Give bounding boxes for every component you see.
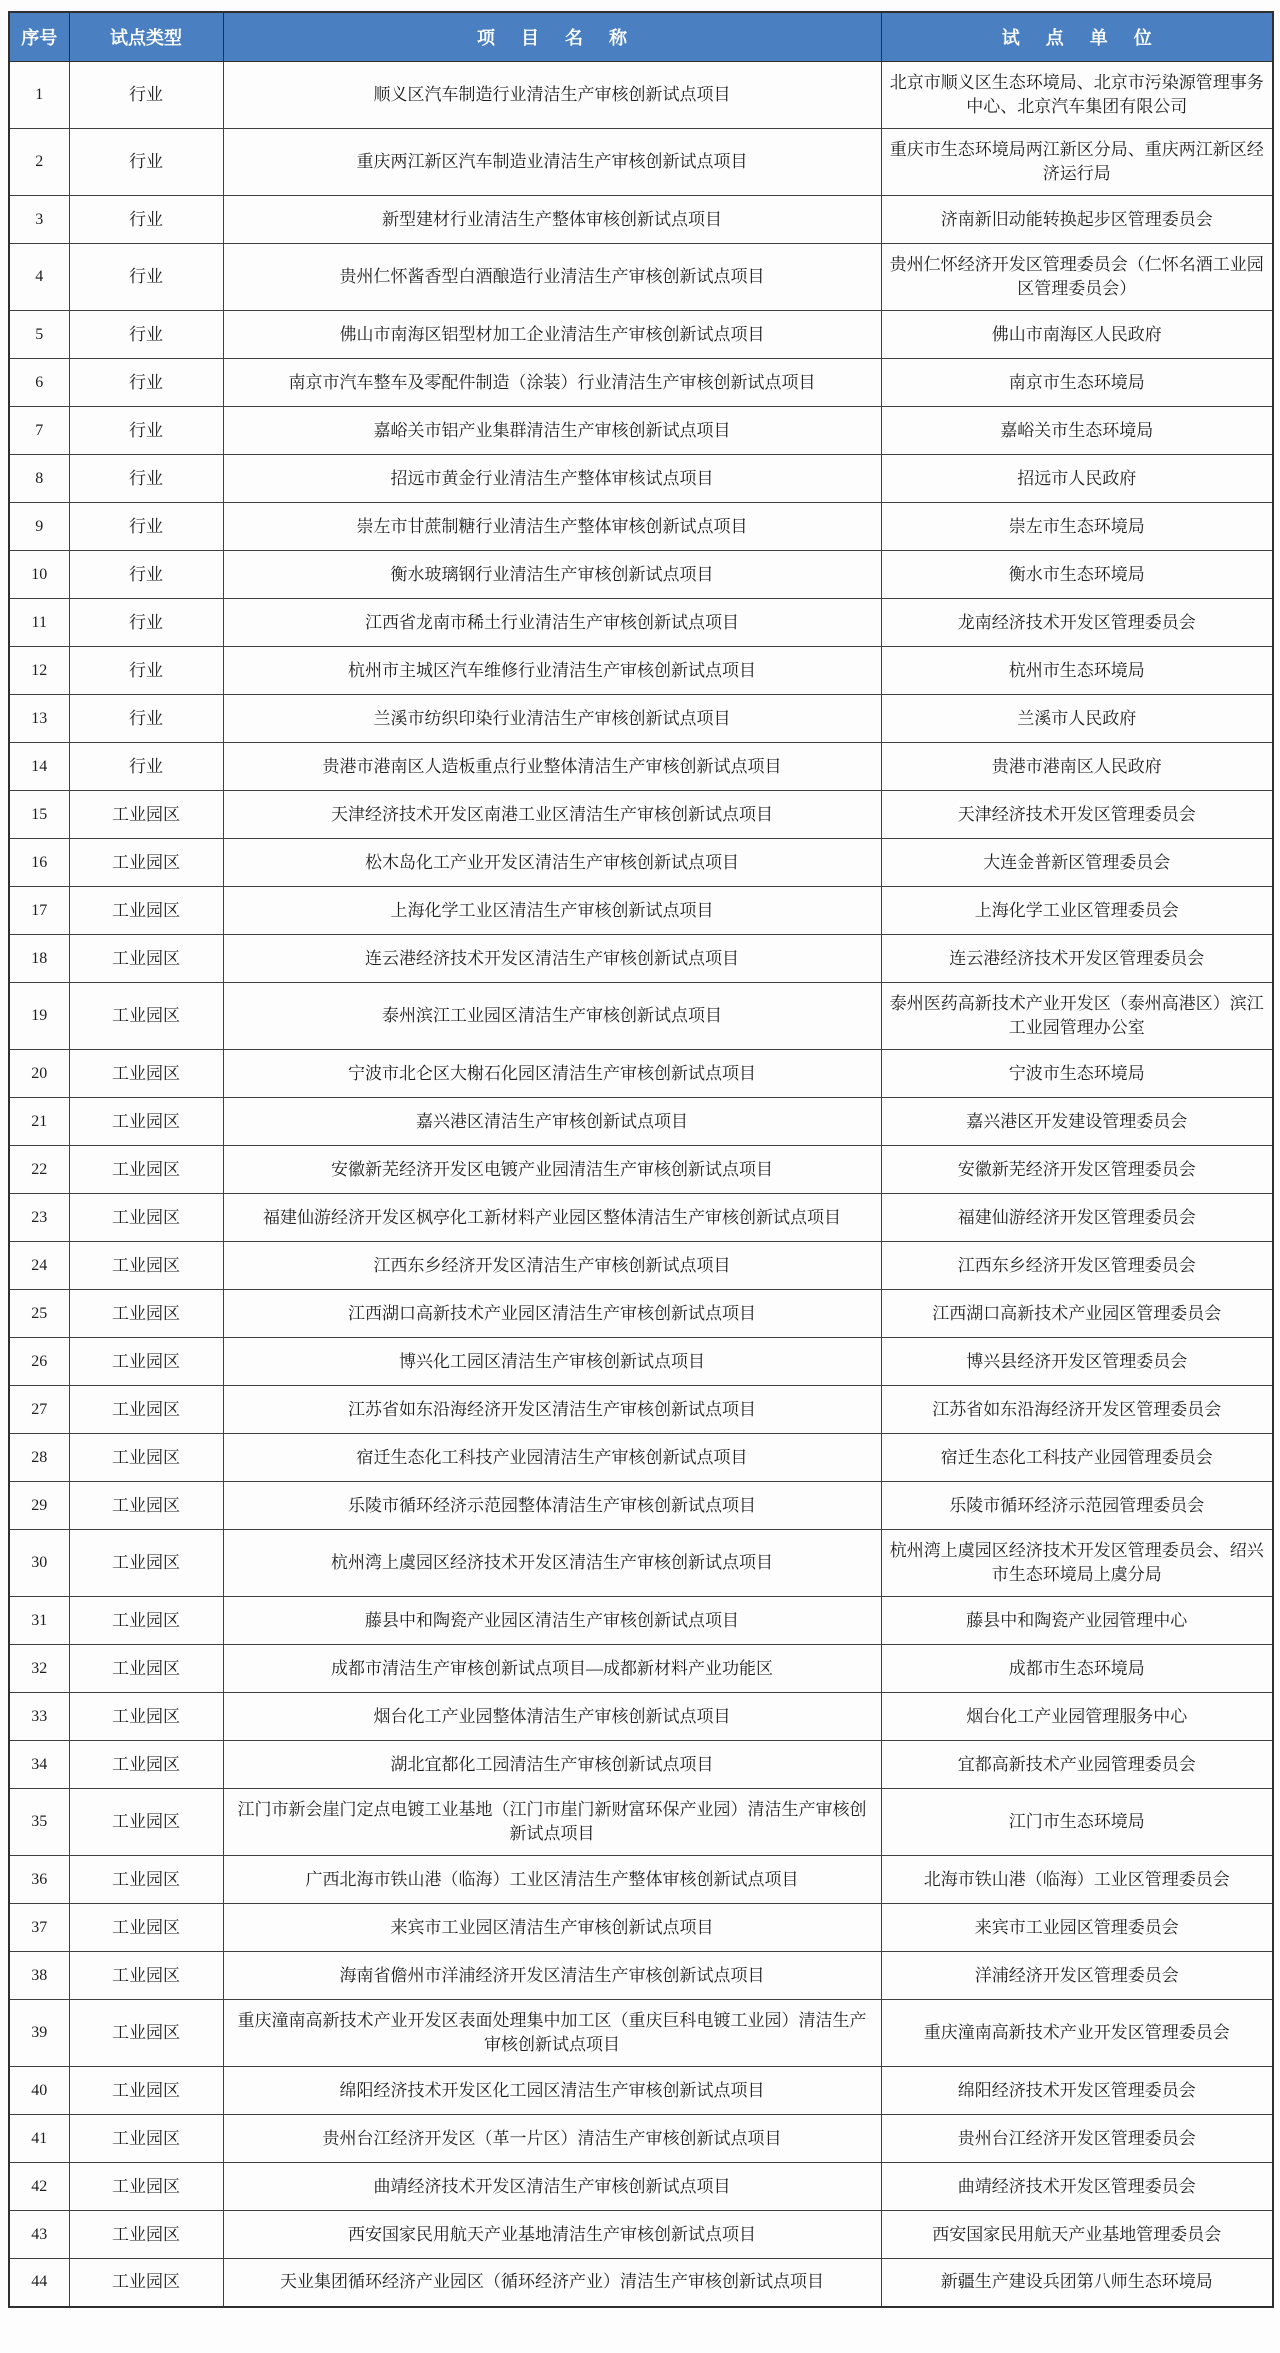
row-project-name-cell: 衡水玻璃钢行业清洁生产审核创新试点项目: [223, 551, 881, 599]
row-pilot-unit-cell: 重庆市生态环境局两江新区分局、重庆两江新区经济运行局: [881, 129, 1273, 196]
row-project-name-cell: 江苏省如东沿海经济开发区清洁生产审核创新试点项目: [223, 1386, 881, 1434]
row-project-name-cell: 绵阳经济技术开发区化工园区清洁生产审核创新试点项目: [223, 2067, 881, 2115]
row-pilot-type-cell: 工业园区: [69, 1530, 223, 1597]
table-row: [9, 129, 1273, 196]
row-pilot-unit-cell: 绵阳经济技术开发区管理委员会: [881, 2067, 1273, 2115]
row-pilot-unit-cell: 贵港市港南区人民政府: [881, 743, 1273, 791]
row-project-name-cell: 贵州台江经济开发区（革一片区）清洁生产审核创新试点项目: [223, 2115, 881, 2163]
row-pilot-unit-cell: 乐陵市循环经济示范园管理委员会: [881, 1482, 1273, 1530]
row-index-cell: 17: [9, 887, 69, 935]
row-pilot-type-cell: 行业: [69, 311, 223, 359]
table-row: [9, 1146, 1273, 1194]
row-index-cell: 5: [9, 311, 69, 359]
table-row: [9, 887, 1273, 935]
row-pilot-type-cell: 行业: [69, 244, 223, 311]
row-pilot-type-cell: 工业园区: [69, 983, 223, 1050]
row-index-cell: 36: [9, 1856, 69, 1904]
row-project-name-cell: 海南省儋州市洋浦经济开发区清洁生产审核创新试点项目: [223, 1952, 881, 2000]
row-pilot-type-cell: 工业园区: [69, 1098, 223, 1146]
row-pilot-type-cell: 工业园区: [69, 1693, 223, 1741]
row-pilot-type-cell: 行业: [69, 455, 223, 503]
row-project-name-cell: 兰溪市纺织印染行业清洁生产审核创新试点项目: [223, 695, 881, 743]
row-project-name-cell: 曲靖经济技术开发区清洁生产审核创新试点项目: [223, 2163, 881, 2211]
table-row: [9, 2115, 1273, 2163]
row-pilot-unit-cell: 北海市铁山港（临海）工业区管理委员会: [881, 1856, 1273, 1904]
row-index-cell: 3: [9, 196, 69, 244]
table-row: [9, 1530, 1273, 1597]
row-index-cell: 44: [9, 2259, 69, 2307]
table-row: [9, 2163, 1273, 2211]
table-row: [9, 1482, 1273, 1530]
row-project-name-cell: 贵港市港南区人造板重点行业整体清洁生产审核创新试点项目: [223, 743, 881, 791]
row-pilot-type-cell: 工业园区: [69, 935, 223, 983]
row-index-cell: 9: [9, 503, 69, 551]
row-pilot-type-cell: 工业园区: [69, 1386, 223, 1434]
row-pilot-unit-cell: 兰溪市人民政府: [881, 695, 1273, 743]
row-pilot-unit-cell: 贵州台江经济开发区管理委员会: [881, 2115, 1273, 2163]
row-pilot-type-cell: 工业园区: [69, 791, 223, 839]
row-pilot-type-cell: 行业: [69, 62, 223, 129]
row-project-name-cell: 连云港经济技术开发区清洁生产审核创新试点项目: [223, 935, 881, 983]
row-index-cell: 38: [9, 1952, 69, 2000]
table-row: [9, 311, 1273, 359]
table-row: [9, 743, 1273, 791]
row-pilot-unit-cell: 藤县中和陶瓷产业园管理中心: [881, 1597, 1273, 1645]
table-row: [9, 62, 1273, 129]
row-index-cell: 37: [9, 1904, 69, 1952]
row-pilot-unit-cell: 贵州仁怀经济开发区管理委员会（仁怀名酒工业园区管理委员会）: [881, 244, 1273, 311]
row-index-cell: 12: [9, 647, 69, 695]
row-project-name-cell: 江西东乡经济开发区清洁生产审核创新试点项目: [223, 1242, 881, 1290]
table-row: [9, 1050, 1273, 1098]
row-project-name-cell: 博兴化工园区清洁生产审核创新试点项目: [223, 1338, 881, 1386]
row-pilot-type-cell: 工业园区: [69, 1952, 223, 2000]
table-header-row: [9, 12, 1273, 62]
row-pilot-unit-cell: 衡水市生态环境局: [881, 551, 1273, 599]
row-index-cell: 29: [9, 1482, 69, 1530]
table-row: [9, 196, 1273, 244]
row-project-name-cell: 天业集团循环经济产业园区（循环经济产业）清洁生产审核创新试点项目: [223, 2259, 881, 2307]
row-pilot-unit-cell: 泰州医药高新技术产业开发区（泰州高港区）滨江工业园管理办公室: [881, 983, 1273, 1050]
row-pilot-type-cell: 行业: [69, 599, 223, 647]
row-index-cell: 18: [9, 935, 69, 983]
row-pilot-unit-cell: 嘉兴港区开发建设管理委员会: [881, 1098, 1273, 1146]
row-project-name-cell: 西安国家民用航天产业基地清洁生产审核创新试点项目: [223, 2211, 881, 2259]
row-pilot-type-cell: 行业: [69, 647, 223, 695]
row-project-name-cell: 烟台化工产业园整体清洁生产审核创新试点项目: [223, 1693, 881, 1741]
column-header-pilot-type: 试点类型: [69, 12, 223, 62]
row-project-name-cell: 泰州滨江工业园区清洁生产审核创新试点项目: [223, 983, 881, 1050]
row-pilot-unit-cell: 江西湖口高新技术产业园区管理委员会: [881, 1290, 1273, 1338]
row-pilot-type-cell: 工业园区: [69, 1050, 223, 1098]
row-pilot-unit-cell: 佛山市南海区人民政府: [881, 311, 1273, 359]
table-row: [9, 503, 1273, 551]
row-index-cell: 13: [9, 695, 69, 743]
row-index-cell: 22: [9, 1146, 69, 1194]
row-project-name-cell: 江西省龙南市稀土行业清洁生产审核创新试点项目: [223, 599, 881, 647]
table-row: [9, 1242, 1273, 1290]
row-index-cell: 16: [9, 839, 69, 887]
row-project-name-cell: 顺义区汽车制造行业清洁生产审核创新试点项目: [223, 62, 881, 129]
row-pilot-unit-cell: 天津经济技术开发区管理委员会: [881, 791, 1273, 839]
row-index-cell: 43: [9, 2211, 69, 2259]
row-pilot-type-cell: 工业园区: [69, 2211, 223, 2259]
row-pilot-type-cell: 工业园区: [69, 1645, 223, 1693]
table-row: [9, 1693, 1273, 1741]
table-row: [9, 1290, 1273, 1338]
table-body: [9, 62, 1273, 2307]
row-index-cell: 32: [9, 1645, 69, 1693]
table-row: [9, 791, 1273, 839]
row-pilot-type-cell: 工业园区: [69, 1290, 223, 1338]
row-pilot-type-cell: 工业园区: [69, 1194, 223, 1242]
row-pilot-type-cell: 工业园区: [69, 1146, 223, 1194]
row-index-cell: 30: [9, 1530, 69, 1597]
table-row: [9, 2067, 1273, 2115]
row-index-cell: 1: [9, 62, 69, 129]
row-pilot-unit-cell: 宿迁生态化工科技产业园管理委员会: [881, 1434, 1273, 1482]
row-project-name-cell: 广西北海市铁山港（临海）工业区清洁生产整体审核创新试点项目: [223, 1856, 881, 1904]
row-pilot-type-cell: 行业: [69, 407, 223, 455]
row-index-cell: 6: [9, 359, 69, 407]
row-index-cell: 27: [9, 1386, 69, 1434]
row-index-cell: 26: [9, 1338, 69, 1386]
row-project-name-cell: 松木岛化工产业开发区清洁生产审核创新试点项目: [223, 839, 881, 887]
row-pilot-unit-cell: 江门市生态环境局: [881, 1789, 1273, 1856]
row-pilot-unit-cell: 曲靖经济技术开发区管理委员会: [881, 2163, 1273, 2211]
row-pilot-unit-cell: 烟台化工产业园管理服务中心: [881, 1693, 1273, 1741]
row-pilot-type-cell: 工业园区: [69, 1338, 223, 1386]
row-project-name-cell: 湖北宜都化工园清洁生产审核创新试点项目: [223, 1741, 881, 1789]
row-pilot-type-cell: 行业: [69, 503, 223, 551]
row-pilot-unit-cell: 洋浦经济开发区管理委员会: [881, 1952, 1273, 2000]
row-pilot-type-cell: 行业: [69, 695, 223, 743]
row-project-name-cell: 嘉兴港区清洁生产审核创新试点项目: [223, 1098, 881, 1146]
table-row: [9, 2211, 1273, 2259]
row-index-cell: 8: [9, 455, 69, 503]
row-pilot-unit-cell: 大连金普新区管理委员会: [881, 839, 1273, 887]
row-project-name-cell: 江西湖口高新技术产业园区清洁生产审核创新试点项目: [223, 1290, 881, 1338]
row-pilot-type-cell: 工业园区: [69, 2067, 223, 2115]
row-project-name-cell: 重庆潼南高新技术产业开发区表面处理集中加工区（重庆巨科电镀工业园）清洁生产审核创新试点项目: [223, 2000, 881, 2067]
row-pilot-unit-cell: 上海化学工业区管理委员会: [881, 887, 1273, 935]
row-index-cell: 2: [9, 129, 69, 196]
row-pilot-unit-cell: 新疆生产建设兵团第八师生态环境局: [881, 2259, 1273, 2307]
row-pilot-type-cell: 工业园区: [69, 1482, 223, 1530]
row-index-cell: 10: [9, 551, 69, 599]
row-pilot-unit-cell: 来宾市工业园区管理委员会: [881, 1904, 1273, 1952]
row-index-cell: 20: [9, 1050, 69, 1098]
table-row: [9, 1856, 1273, 1904]
table-row: [9, 839, 1273, 887]
table-row: [9, 1194, 1273, 1242]
row-index-cell: 15: [9, 791, 69, 839]
row-pilot-unit-cell: 招远市人民政府: [881, 455, 1273, 503]
table-row: [9, 244, 1273, 311]
row-index-cell: 24: [9, 1242, 69, 1290]
table-row: [9, 2000, 1273, 2067]
table-row: [9, 1338, 1273, 1386]
row-index-cell: 23: [9, 1194, 69, 1242]
row-pilot-type-cell: 行业: [69, 196, 223, 244]
row-index-cell: 34: [9, 1741, 69, 1789]
row-pilot-type-cell: 工业园区: [69, 1434, 223, 1482]
row-pilot-unit-cell: 龙南经济技术开发区管理委员会: [881, 599, 1273, 647]
pilot-project-table-container: [8, 11, 1272, 2308]
row-project-name-cell: 上海化学工业区清洁生产审核创新试点项目: [223, 887, 881, 935]
row-pilot-unit-cell: 福建仙游经济开发区管理委员会: [881, 1194, 1273, 1242]
row-pilot-unit-cell: 宜都高新技术产业园管理委员会: [881, 1741, 1273, 1789]
row-project-name-cell: 天津经济技术开发区南港工业区清洁生产审核创新试点项目: [223, 791, 881, 839]
row-pilot-unit-cell: 博兴县经济开发区管理委员会: [881, 1338, 1273, 1386]
row-pilot-type-cell: 工业园区: [69, 1904, 223, 1952]
row-pilot-unit-cell: 杭州市生态环境局: [881, 647, 1273, 695]
table-row: [9, 2259, 1273, 2307]
table-row: [9, 1645, 1273, 1693]
row-index-cell: 35: [9, 1789, 69, 1856]
row-pilot-unit-cell: 济南新旧动能转换起步区管理委员会: [881, 196, 1273, 244]
column-header-index: 序号: [9, 12, 69, 62]
row-pilot-type-cell: 行业: [69, 129, 223, 196]
row-index-cell: 41: [9, 2115, 69, 2163]
row-pilot-type-cell: 工业园区: [69, 1856, 223, 1904]
row-project-name-cell: 崇左市甘蔗制糖行业清洁生产整体审核创新试点项目: [223, 503, 881, 551]
row-pilot-type-cell: 工业园区: [69, 1597, 223, 1645]
row-index-cell: 40: [9, 2067, 69, 2115]
table-row: [9, 1434, 1273, 1482]
row-pilot-unit-cell: 崇左市生态环境局: [881, 503, 1273, 551]
row-pilot-unit-cell: 宁波市生态环境局: [881, 1050, 1273, 1098]
row-index-cell: 11: [9, 599, 69, 647]
row-pilot-type-cell: 工业园区: [69, 2000, 223, 2067]
row-project-name-cell: 来宾市工业园区清洁生产审核创新试点项目: [223, 1904, 881, 1952]
row-pilot-unit-cell: 杭州湾上虞园区经济技术开发区管理委员会、绍兴市生态环境局上虞分局: [881, 1530, 1273, 1597]
row-project-name-cell: 江门市新会崖门定点电镀工业基地（江门市崖门新财富环保产业园）清洁生产审核创新试点项目: [223, 1789, 881, 1856]
row-index-cell: 25: [9, 1290, 69, 1338]
row-project-name-cell: 宿迁生态化工科技产业园清洁生产审核创新试点项目: [223, 1434, 881, 1482]
row-pilot-unit-cell: 成都市生态环境局: [881, 1645, 1273, 1693]
column-header-pilot-unit: 试点单位: [881, 12, 1273, 62]
row-index-cell: 39: [9, 2000, 69, 2067]
table-row: [9, 647, 1273, 695]
row-project-name-cell: 贵州仁怀酱香型白酒酿造行业清洁生产审核创新试点项目: [223, 244, 881, 311]
row-pilot-type-cell: 工业园区: [69, 1242, 223, 1290]
row-project-name-cell: 南京市汽车整车及零配件制造（涂装）行业清洁生产审核创新试点项目: [223, 359, 881, 407]
row-project-name-cell: 安徽新芜经济开发区电镀产业园清洁生产审核创新试点项目: [223, 1146, 881, 1194]
row-pilot-unit-cell: 江西东乡经济开发区管理委员会: [881, 1242, 1273, 1290]
table-row: [9, 455, 1273, 503]
row-pilot-unit-cell: 安徽新芜经济开发区管理委员会: [881, 1146, 1273, 1194]
table-row: [9, 1098, 1273, 1146]
table-row: [9, 695, 1273, 743]
pilot-project-table: [8, 11, 1274, 2308]
row-project-name-cell: 杭州湾上虞园区经济技术开发区清洁生产审核创新试点项目: [223, 1530, 881, 1597]
row-pilot-unit-cell: 江苏省如东沿海经济开发区管理委员会: [881, 1386, 1273, 1434]
row-index-cell: 42: [9, 2163, 69, 2211]
table-row: [9, 1597, 1273, 1645]
row-project-name-cell: 乐陵市循环经济示范园整体清洁生产审核创新试点项目: [223, 1482, 881, 1530]
row-index-cell: 31: [9, 1597, 69, 1645]
row-pilot-unit-cell: 重庆潼南高新技术产业开发区管理委员会: [881, 2000, 1273, 2067]
row-pilot-type-cell: 工业园区: [69, 2115, 223, 2163]
row-project-name-cell: 招远市黄金行业清洁生产整体审核试点项目: [223, 455, 881, 503]
column-header-project-name: 项目名称: [223, 12, 881, 62]
row-pilot-unit-cell: 南京市生态环境局: [881, 359, 1273, 407]
row-pilot-type-cell: 工业园区: [69, 887, 223, 935]
row-project-name-cell: 成都市清洁生产审核创新试点项目—成都新材料产业功能区: [223, 1645, 881, 1693]
row-pilot-unit-cell: 嘉峪关市生态环境局: [881, 407, 1273, 455]
row-pilot-type-cell: 行业: [69, 359, 223, 407]
table-row: [9, 359, 1273, 407]
table-row: [9, 983, 1273, 1050]
row-index-cell: 7: [9, 407, 69, 455]
table-row: [9, 1741, 1273, 1789]
row-project-name-cell: 佛山市南海区铝型材加工企业清洁生产审核创新试点项目: [223, 311, 881, 359]
table-row: [9, 599, 1273, 647]
row-index-cell: 14: [9, 743, 69, 791]
row-project-name-cell: 藤县中和陶瓷产业园区清洁生产审核创新试点项目: [223, 1597, 881, 1645]
table-row: [9, 935, 1273, 983]
row-pilot-unit-cell: 连云港经济技术开发区管理委员会: [881, 935, 1273, 983]
row-project-name-cell: 福建仙游经济开发区枫亭化工新材料产业园区整体清洁生产审核创新试点项目: [223, 1194, 881, 1242]
row-pilot-type-cell: 工业园区: [69, 839, 223, 887]
row-project-name-cell: 新型建材行业清洁生产整体审核创新试点项目: [223, 196, 881, 244]
table-row: [9, 1789, 1273, 1856]
row-pilot-type-cell: 工业园区: [69, 2259, 223, 2307]
row-pilot-unit-cell: 北京市顺义区生态环境局、北京市污染源管理事务中心、北京汽车集团有限公司: [881, 62, 1273, 129]
row-index-cell: 4: [9, 244, 69, 311]
row-project-name-cell: 宁波市北仑区大榭石化园区清洁生产审核创新试点项目: [223, 1050, 881, 1098]
row-index-cell: 33: [9, 1693, 69, 1741]
table-row: [9, 551, 1273, 599]
table-row: [9, 1386, 1273, 1434]
table-row: [9, 1904, 1273, 1952]
row-project-name-cell: 重庆两江新区汽车制造业清洁生产审核创新试点项目: [223, 129, 881, 196]
row-index-cell: 19: [9, 983, 69, 1050]
row-project-name-cell: 杭州市主城区汽车维修行业清洁生产审核创新试点项目: [223, 647, 881, 695]
table-row: [9, 1952, 1273, 2000]
row-index-cell: 21: [9, 1098, 69, 1146]
row-pilot-type-cell: 工业园区: [69, 2163, 223, 2211]
row-index-cell: 28: [9, 1434, 69, 1482]
row-project-name-cell: 嘉峪关市铝产业集群清洁生产审核创新试点项目: [223, 407, 881, 455]
table-row: [9, 407, 1273, 455]
row-pilot-type-cell: 行业: [69, 743, 223, 791]
row-pilot-type-cell: 工业园区: [69, 1789, 223, 1856]
row-pilot-type-cell: 行业: [69, 551, 223, 599]
row-pilot-unit-cell: 西安国家民用航天产业基地管理委员会: [881, 2211, 1273, 2259]
row-pilot-type-cell: 工业园区: [69, 1741, 223, 1789]
